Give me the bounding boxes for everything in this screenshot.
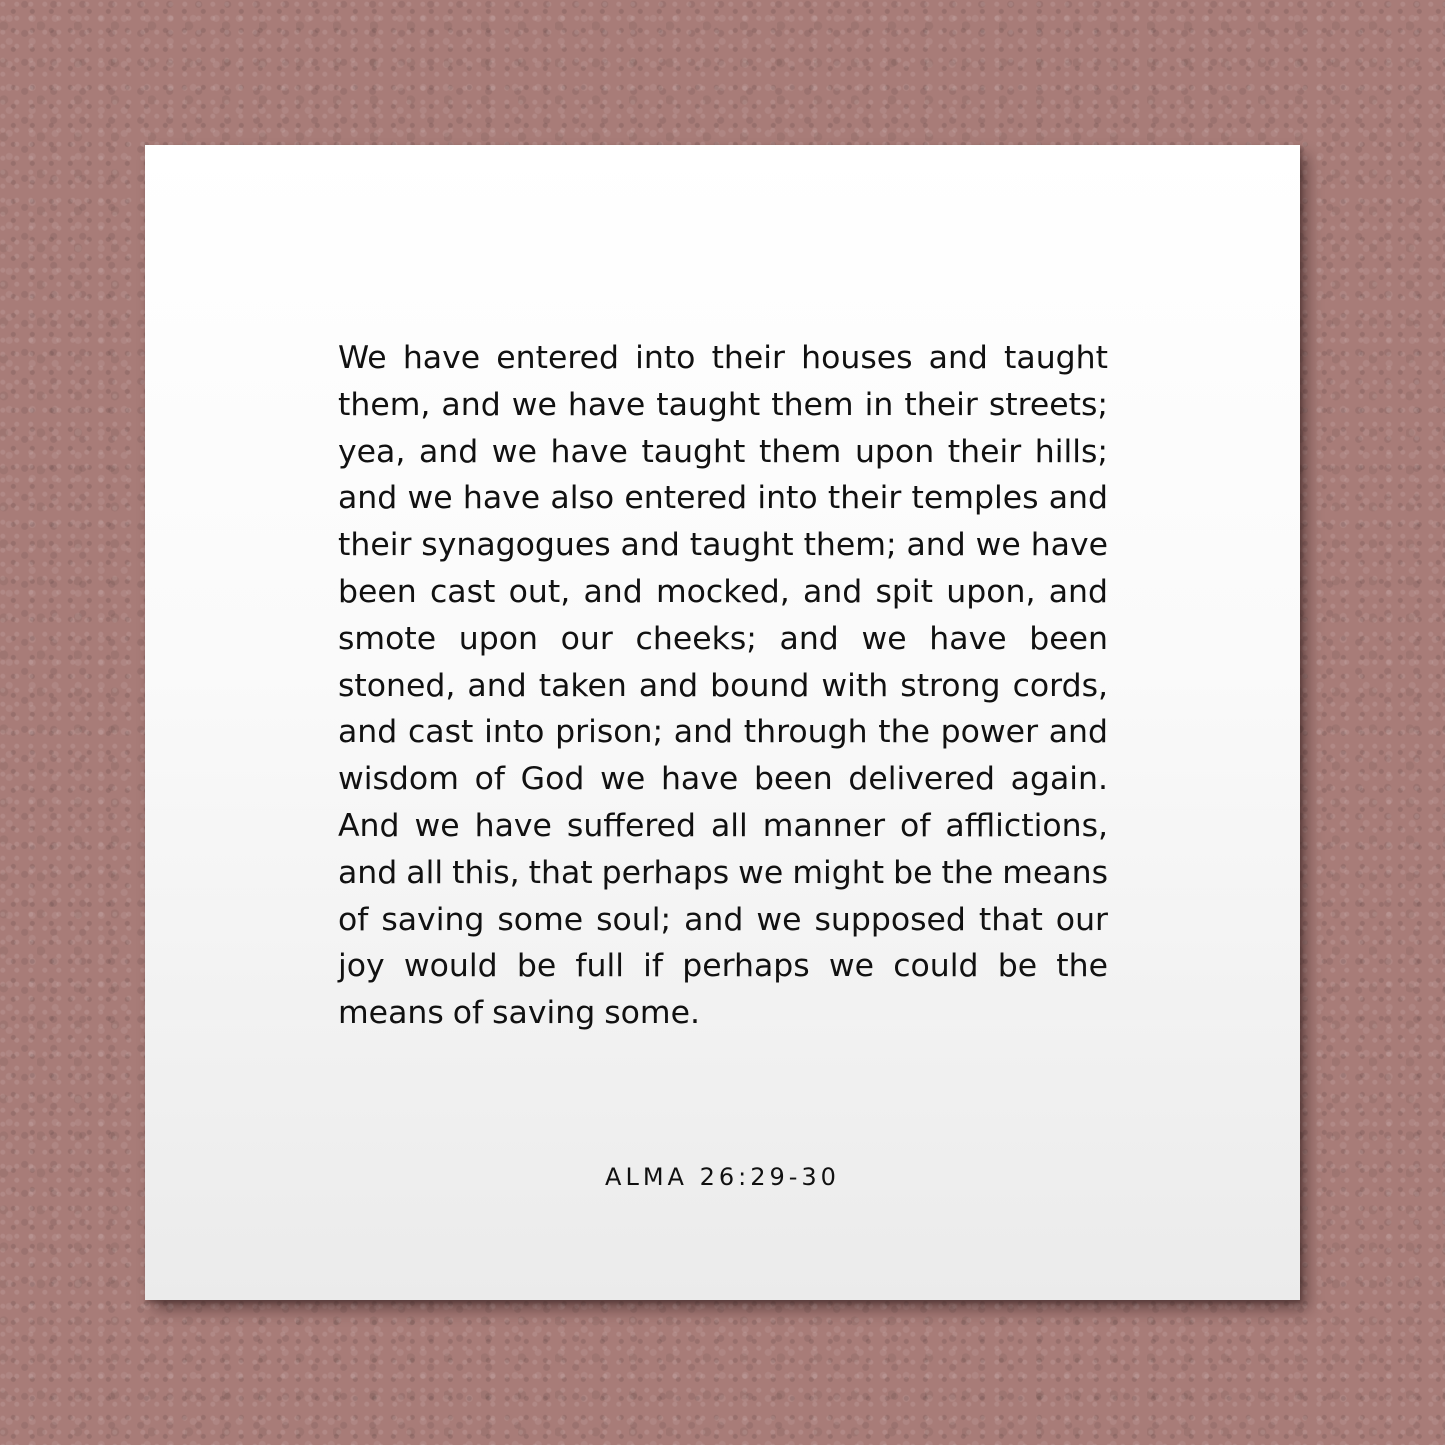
scripture-quote: We have entered into their houses and taught them, and we have taught them in their streets; yea, and we have taught them upon their hills; and we have also entered into their temples and their synagogues and taught them; and we have been cast out, and mocked, and spit upon, and smote upon our cheeks; and we have been stoned, and taken and bound with strong cords, and cast into prison; and through the power and wisdom of God we have been delivered again. And we have suffered all manner of afflictions, and all this, that perhaps we might be the means of saving some soul; and we supposed that our joy would be full if perhaps we could be the means of saving some. <box>338 340 1108 1032</box>
scripture-reference: ALMA 26:29-30 <box>605 1163 840 1191</box>
scripture-print <box>145 145 1300 1300</box>
